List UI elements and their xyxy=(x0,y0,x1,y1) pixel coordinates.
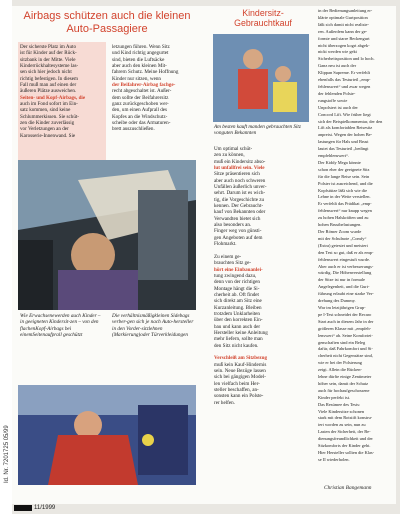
text-line: Kopfstütze läßt sich wie die xyxy=(318,187,368,193)
text-line: Hersteller keine Anleitung xyxy=(214,329,268,336)
text-line: zu hohen Halskräften und zu xyxy=(318,215,369,221)
text-line: sich bei gängigen Model- xyxy=(214,374,266,381)
text-line: Karosserie-Innenwand. Sie xyxy=(20,132,76,139)
child-seat-photo xyxy=(18,385,196,485)
text-line: über den korrekten Ein- xyxy=(214,317,263,324)
text-line: Aber auch er ist verbesserungs- xyxy=(318,263,374,269)
text-line: Das Resümee des Tests: xyxy=(318,401,361,407)
text-line: mit der Schulnote „Comfy“ xyxy=(318,235,367,241)
text-line: Montage hängt die Si- xyxy=(214,285,260,292)
text-line: Hier Hersteller sollten die Klas- xyxy=(318,450,375,455)
text-line: gen Angeboten auf dem xyxy=(214,234,263,241)
text-line: iert worden zu sein, nun zu xyxy=(318,422,366,428)
text-line: rungstoffe sowie xyxy=(318,97,348,103)
text-line: größeren Klasse mit „empfeh- xyxy=(318,325,372,331)
text-line: zen die Kinder zuverlässig xyxy=(20,120,75,127)
magazine-logo xyxy=(14,505,32,511)
text-line: Start auch in diesem Jahr in der xyxy=(318,318,374,324)
text-line: ren. Außerdem kann der ge- xyxy=(318,28,368,34)
text-line: der Sitze ist nur in formale xyxy=(318,277,365,283)
text-line: Finger weg von günsti- xyxy=(214,228,262,235)
text-line: sen sich hier jedoch nicht xyxy=(20,69,72,76)
text-line: oder Türverkleidungen xyxy=(140,332,188,339)
text-line: dafür, daß Fahrkomfort und Si- xyxy=(318,346,373,352)
text-line: Lasten der Sicherheit, der Be- xyxy=(318,429,371,435)
text-line: Seiten- und Kopf-Airbags, die xyxy=(20,94,86,101)
text-line: dem sollte der Beifahrersitz xyxy=(112,94,169,101)
text-line: Wie Erwachsene xyxy=(20,313,55,319)
text-line: steller beschaffen, an- xyxy=(214,387,259,394)
text-line: wie er bei der Polsterung xyxy=(318,360,362,366)
text-line: auch für hochaufgeschossene xyxy=(318,387,370,393)
text-line: der fehlenden Polste- xyxy=(318,90,356,96)
text-line: schon eher der geeignete Sitz xyxy=(318,166,370,172)
text-line: sonsten kann ein Polste- xyxy=(214,393,264,400)
text-line: Kurzanleitung. Bleiben xyxy=(214,304,262,311)
sidebox-title-line-1: Kindersitz- xyxy=(242,8,284,18)
article-title xyxy=(17,10,197,36)
text-line: zen – von den flachen xyxy=(20,319,99,332)
text-line: klärte optimale Gurtposition xyxy=(318,14,368,20)
text-line: auch im Fond sofort im Ein- xyxy=(20,101,78,108)
text-line: fehlenswert“ nur knapp wegen xyxy=(318,208,372,214)
text-line: tig, die Vorgeschichte zu xyxy=(214,196,265,203)
text-line: letzungen führen. Wenn Sitz xyxy=(112,44,170,50)
author-signature: Christian Bangemann xyxy=(324,485,372,491)
text-line: Kopf-Airbags bei einem xyxy=(20,325,72,339)
text-line: äußeren Plätze ausweichen. xyxy=(20,88,77,95)
text-line: formte und starre Beckengurt xyxy=(318,35,370,41)
text-line: kennen. Der Gebraucht- xyxy=(214,203,264,210)
text-line: muß kein Kauf-Hindernis xyxy=(214,361,267,368)
car-interior-illustration xyxy=(18,160,196,310)
text-line: aber auch den kleinen Mit- xyxy=(112,63,167,70)
text-line: hört eine Einbauanlei- xyxy=(214,266,263,273)
text-line: dienungsfreundlichkeit und der xyxy=(318,436,373,442)
text-line: richtig befestigen. In diesem xyxy=(20,75,78,82)
text-line: Verschleiß am Sitzbezug xyxy=(214,355,268,362)
sidebox-title-line-2: Gebrauchtkauf xyxy=(234,18,292,28)
text-line: aber auch noch schweren xyxy=(214,177,266,184)
text-line: Ganz neu ist auch der xyxy=(318,63,357,69)
text-line: fehlenswert eingestuft wurde. xyxy=(318,256,371,262)
text-line: lautet das Testurteil „bedingt xyxy=(318,146,369,152)
text-line: in geeigneten Kindersit- xyxy=(20,319,71,326)
text-line: sitzlehnen (Markierung) xyxy=(112,325,163,339)
text-line: Die verhältnismäßig xyxy=(112,313,155,319)
article-column-2 xyxy=(112,44,196,133)
text-line: muß ein Kindersitz abso- xyxy=(214,158,266,165)
text-line: Sitze präsentieren sich xyxy=(214,171,260,178)
text-line: in der Bedienungsanleitung er- xyxy=(318,8,373,13)
text-line: trotzdem Unklarheiten xyxy=(214,310,260,317)
text-line: ebenfalls das Testurteil „emp- xyxy=(318,77,371,83)
text-line: kleinen Sidebags verber- xyxy=(112,313,190,326)
text-line: den gebrauchten Sitz von xyxy=(214,124,301,137)
text-line: anpreist. Wegen der hohen Be- xyxy=(318,132,373,138)
text-line: sich der Beispielkommentar, der den xyxy=(318,118,383,124)
text-line: Kopfes an die Windschutz- xyxy=(112,113,168,120)
sidebox-photo xyxy=(213,34,309,122)
text-line: Klippan Supreme. Er verfehlt xyxy=(318,70,370,76)
text-line: cherheit nicht Gegensätze sind, xyxy=(318,353,373,359)
text-line: recht abgeschaltet ist. Außer- xyxy=(112,88,172,95)
text-line: Um optimal schüt- xyxy=(214,146,253,152)
text-line: brett auszuschließen. xyxy=(112,126,155,133)
text-line: stark mit dem Rotstift konstru- xyxy=(318,415,373,421)
text-line: scheibe oder das Armaturen- xyxy=(112,120,171,127)
title-line-2: Auto-Passagiere xyxy=(66,23,148,35)
text-line: zen zu können, xyxy=(214,152,245,159)
text-line: läßt sich damit nicht realisie- xyxy=(318,21,369,27)
text-line: pe I-Test schneidet der Recaro xyxy=(318,311,372,317)
photo-caption-left xyxy=(20,313,104,339)
text-line: fehlenswert“ und zwar wegen xyxy=(318,83,371,89)
text-line: Er verfehlt das Prädikat „emp- xyxy=(318,201,372,207)
text-line: lenswert“ ab. Seine Komfortei- xyxy=(318,332,373,338)
text-line: der Beifahrer-Airbag fachge- xyxy=(112,82,176,89)
photo-caption-mid xyxy=(112,313,196,339)
text-line: führung erlaubt eine starke Ver- xyxy=(318,291,374,297)
text-line: Unfällen äußerlich unver- xyxy=(214,184,267,191)
text-line: tung zwingend dazu, xyxy=(214,272,257,279)
text-line: Zu einem ge- xyxy=(214,253,242,260)
text-line: sind, bieten die Luftsäcke xyxy=(112,56,165,63)
text-line: sehrt. Darum ist es wich- xyxy=(214,190,266,197)
text-line: Lehne in der Weite verstellen. xyxy=(318,194,371,200)
text-line: cherheit ab. Oft findet xyxy=(214,291,259,298)
text-line: mehr liefern, sollte man xyxy=(214,336,263,343)
child-seat-illustration xyxy=(18,385,196,485)
text-line: Lift als komfortablen Reisesitz xyxy=(318,125,373,131)
sidebox-column xyxy=(214,146,309,406)
sidebox-title xyxy=(218,8,308,28)
text-line: Angelegenheit, und die Gurt- xyxy=(318,284,370,290)
text-line: ganz zurückgeschoben wer- xyxy=(112,101,169,108)
text-line: kauf von Bekannten oder xyxy=(214,209,266,216)
text-line: Der Römer Zoom wurde xyxy=(318,229,362,234)
text-line: Viele Kindersitze schonen xyxy=(318,408,365,414)
text-line: Polster ist ausreichend, und die xyxy=(318,180,373,186)
issue-number: 11/1999 xyxy=(34,505,56,511)
text-line: Flohmarkt. xyxy=(214,241,237,248)
text-line: nicht überzogen kogri abgek- xyxy=(318,42,370,48)
text-line: also besonders an. xyxy=(214,222,252,229)
sidebox-photo-caption xyxy=(214,124,310,137)
text-line: se II wiederholen. xyxy=(318,456,350,462)
text-line: War im letztjährigen Grup- xyxy=(318,304,366,310)
text-line: len vielfach beim Her- xyxy=(214,380,260,387)
car-interior-photo xyxy=(18,160,196,310)
text-line: satz kommen, sind keine xyxy=(20,107,71,114)
text-line: Concord Lift. Wie früher liegt xyxy=(318,111,371,117)
text-line: zeigt. Allein die Rücken- xyxy=(318,367,362,373)
vertical-id-label: Id. Nr. 7201725 05/99 xyxy=(4,425,10,483)
text-line: genschaften sind ein Beleg xyxy=(318,339,366,345)
text-line: empfehlenswert“. xyxy=(318,153,350,159)
text-line: Kinder nur sitzen, wenn xyxy=(112,75,161,82)
text-line: sich direkt am Sitz eine xyxy=(214,298,262,305)
text-line: Fall muß man auf einen der xyxy=(20,82,77,89)
text-line: sitzbank in der Mitte. Viele xyxy=(20,56,76,63)
text-line: lut unfallfrei sein. Viele xyxy=(214,165,265,172)
text-line: bau und kann auch der xyxy=(214,323,261,330)
text-line: Sitzkomforts der Kinder geht. xyxy=(318,443,371,449)
text-line: lehne dürfte einige Zentimeter xyxy=(318,374,372,380)
vertical-id-text xyxy=(0,345,12,485)
text-line: Unpolstert ist auch der xyxy=(318,104,358,110)
text-line: drehung des Dummy. xyxy=(318,298,356,304)
text-line: Schlummerkissen. Sie schüt- xyxy=(20,113,79,120)
text-line: (Extra) getestet und meistert xyxy=(318,242,368,248)
text-line: guten Bekannten xyxy=(221,130,257,137)
text-line: würdig. Die Höhenverstellung xyxy=(318,270,372,276)
text-line: ist für Kinder auf der Rück- xyxy=(20,50,77,57)
text-line: Kinder perfekt ist. xyxy=(318,394,351,400)
text-line: Seitenaufprall geschützt xyxy=(32,332,83,339)
title-line-1: Airbags schützen auch die kleinen xyxy=(23,10,191,22)
text-line: den Sitz nicht kaufen. xyxy=(214,342,259,349)
sidebox-photo-illustration xyxy=(213,34,309,122)
text-line: und Kind richtig angegurtet xyxy=(112,50,169,57)
article-column-1 xyxy=(20,44,104,139)
text-line: werden auch Kinder – xyxy=(54,313,101,319)
text-line: lastungen für Hals und Brust xyxy=(318,139,369,145)
text-line: vor Verletzungen an der xyxy=(20,126,69,133)
text-line: Der sicherste Platz im Auto xyxy=(20,44,77,50)
text-line: Sicherheitsposition und lo hoch. xyxy=(318,56,375,62)
text-line: den, um einen Aufprall des xyxy=(112,107,168,114)
text-line: Verwandten bietet sich xyxy=(214,215,261,222)
text-line: höher sein, damit der Schutz xyxy=(318,380,369,386)
text-line: hohen Brustbelastungen. xyxy=(318,222,362,228)
text-line: rer helfen. xyxy=(214,399,235,406)
text-line: Der Kiddy Mega könnte xyxy=(318,159,361,165)
text-line: den Test so gut, daß er als emp- xyxy=(318,249,374,255)
text-line: nickt werden wie gekt xyxy=(318,49,357,55)
text-line: gen sich je nach Auto- xyxy=(127,319,174,326)
text-line: denn von der richtigen xyxy=(214,279,260,286)
text-line: hersteller in den Vorder- xyxy=(112,319,194,332)
text-line: für die lange Reise sein. Sein xyxy=(318,173,370,179)
article-column-right xyxy=(318,8,394,464)
text-line: Kinderrückhaltesysteme las- xyxy=(20,63,79,70)
text-line: brauchten Sitz ge- xyxy=(214,260,252,267)
text-line: Am besten kauft man xyxy=(214,124,258,130)
text-line: sein. Neue Bezüge lassen xyxy=(214,368,266,375)
text-line: fahrern Schutz. Meine Hoffnung xyxy=(112,69,179,76)
